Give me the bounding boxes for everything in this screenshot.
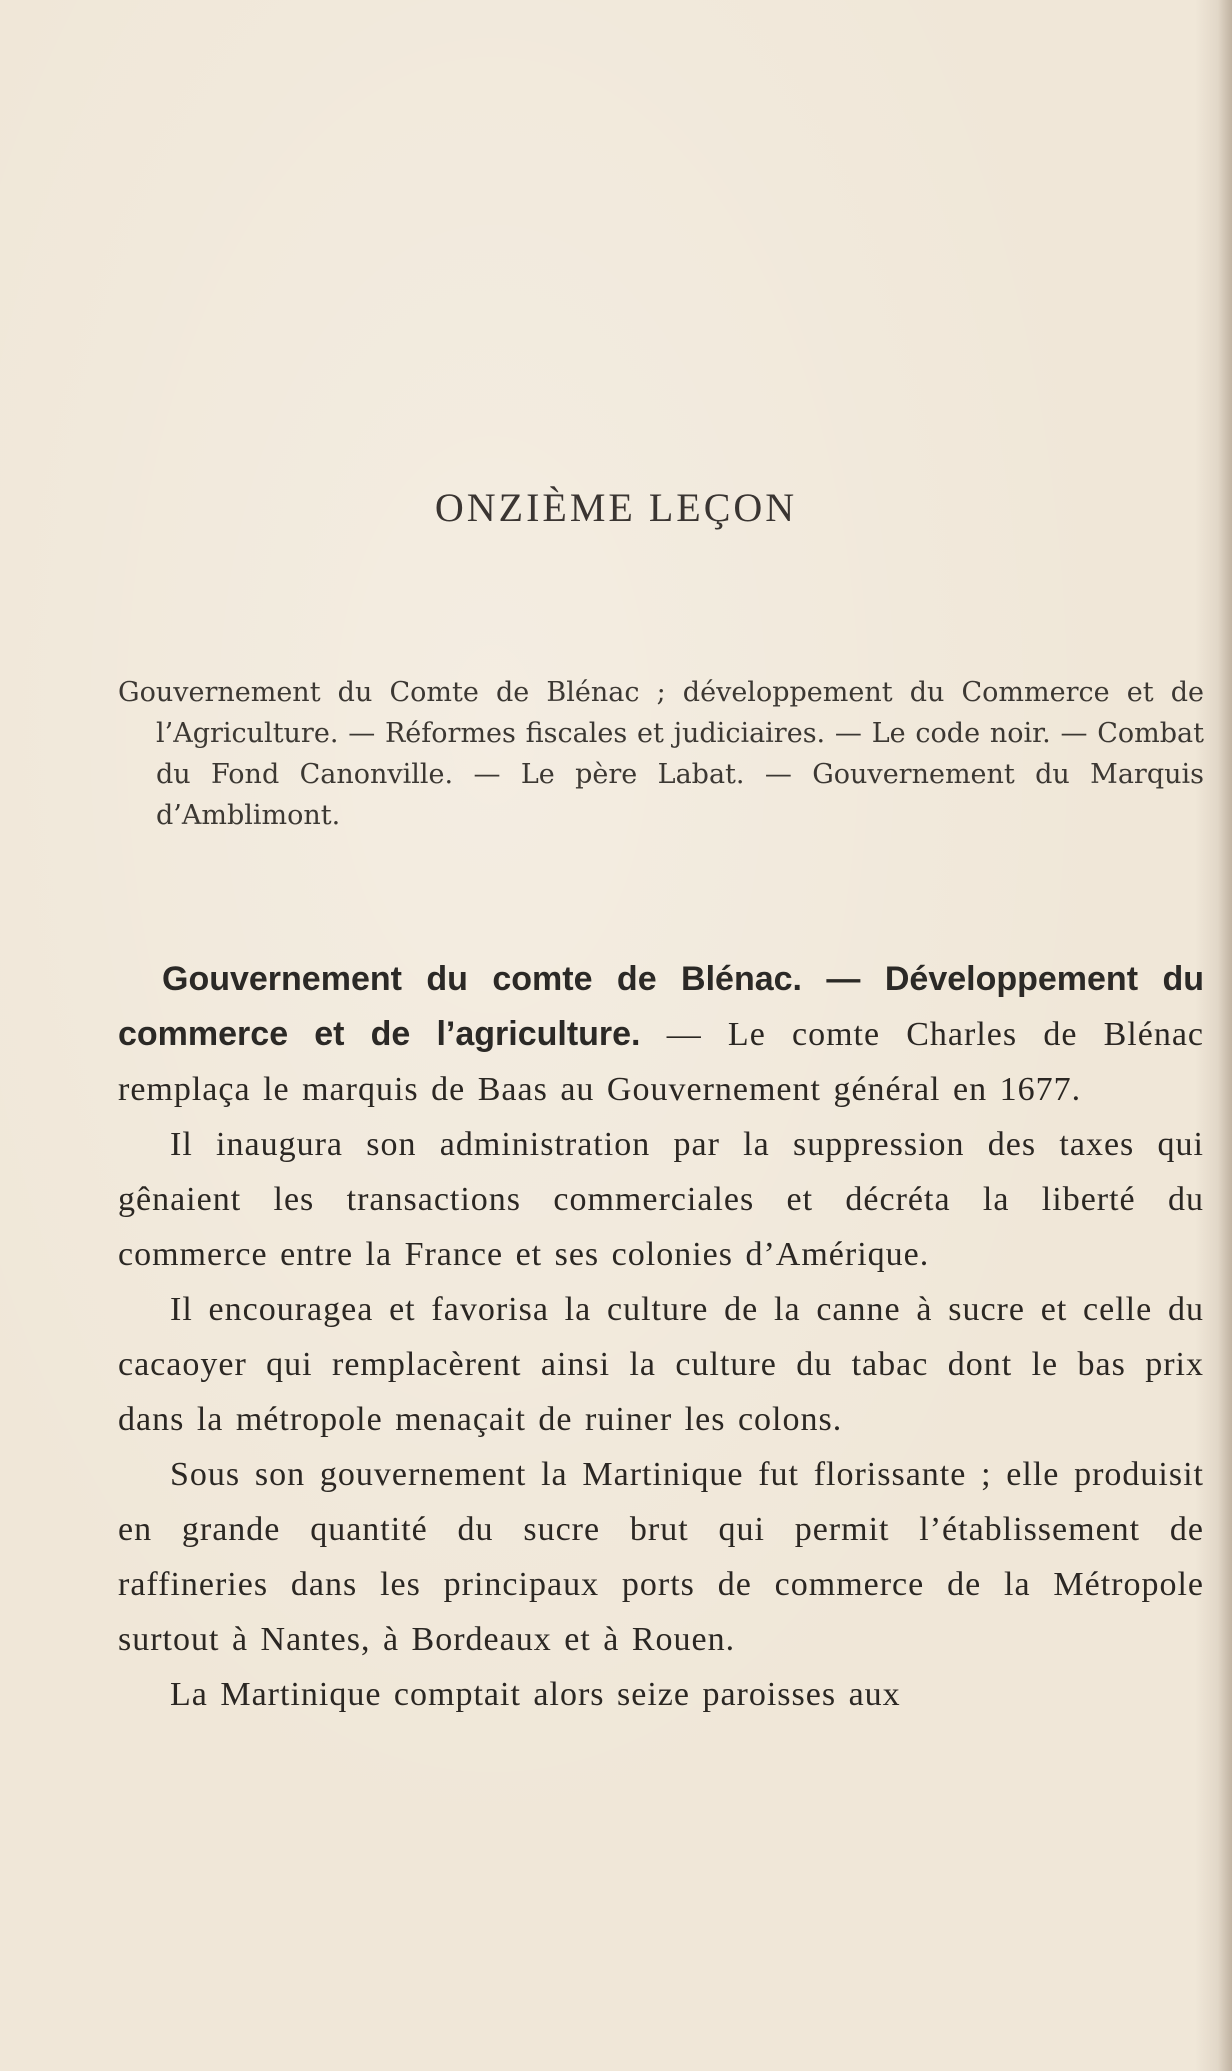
paragraph-3: Il encouragea et favorisa la culture de la canne à sucre et celle du cacaoyer qui remplacèrent ainsi la culture du tabac dont le bas prix dans la métropole menaçait de ruiner les colons. [118, 1291, 1204, 1438]
paragraph-4: Sous son gouvernement la Martinique fut florissante ; elle produisit en grande quantité du sucre brut qui permit l’établissement de raffineries dans les principaux ports de commerce de la Métropole surtout à Nantes, à Bordeaux et à Rouen. [118, 1456, 1204, 1658]
chapter-body [118, 952, 1204, 1722]
paragraph-5: La Martinique comptait alors seize paroisses aux [170, 1676, 901, 1713]
paragraph-1-text: — Le comte Charles de Blénac remplaça le marquis de Baas au Gouvernement général en 1677. [118, 1016, 1205, 1108]
chapter-summary [118, 672, 1204, 836]
chapter-title: ONZIÈME LEÇON [434, 485, 798, 530]
paragraph-2: Il inaugura son administration par la suppression des taxes qui gênaient les transactions commerciales et décréta la liberté du commerce entre la France et ses colonies d’Amérique. [118, 1126, 1204, 1273]
summary-text: Gouvernement du Comte de Blénac ; développement du Commerce et de l’Agriculture. — Réformes fiscales et judiciaires. — Le code noir. — Combat du Fond Canonville. — Le père Labat. — Gouvernement du Marquis d’Amblimont. [118, 677, 1204, 831]
page-edge-shadow [1218, 0, 1232, 2071]
paragraph-1 [118, 952, 1204, 1117]
section-heading: Gouvernement du comte de Blénac. — Développement du commerce et de l’agriculture. [118, 960, 1204, 1053]
